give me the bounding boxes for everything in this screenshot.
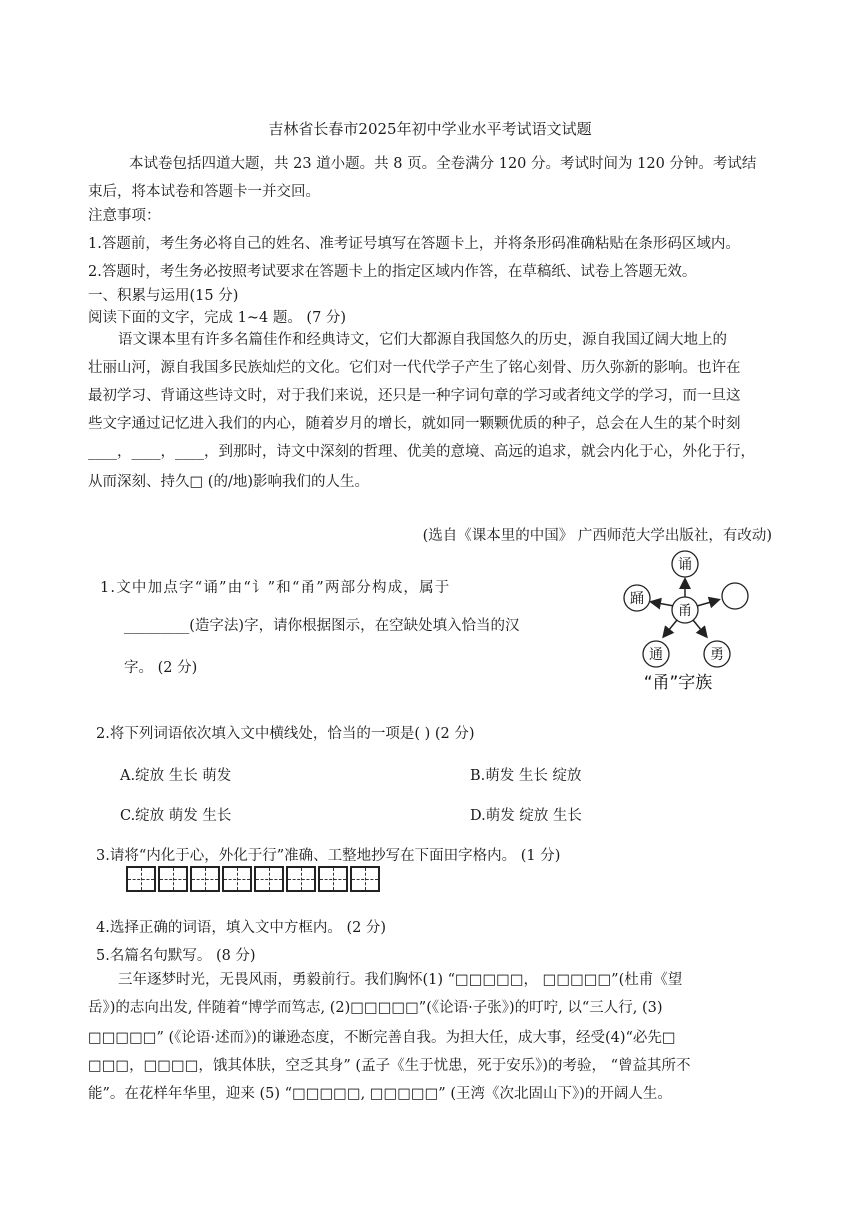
passage-line: ____，____，____，到那时，诗文中深刻的哲理、优美的意境、高远的追求，就会内化于心，外化于行， <box>88 444 755 460</box>
diagram-caption: “甬”字族 <box>643 673 713 693</box>
q5-line: □□□，□□□□，饿其体肤，空乏其身” (孟子《生于忧患，死于安乐》)的考验， “曾益其所不 <box>88 1058 691 1074</box>
notes-item-2: 2.答题时，考生务必按照考试要求在答题卡上的指定区域内作答，在草稿纸、试卷上答题无效。 <box>88 264 697 280</box>
passage-line: 从而深刻、持久□ (的/地)影响我们的人生。 <box>88 474 370 490</box>
notes-item-1: 1.答题前，考生务必将自己的姓名、准考证号填写在答题卡上，并将条形码准确粘贴在条形码区域内。 <box>88 236 740 252</box>
q5-line: □□□□□” (《论语·述而》)的谦逊态度，不断完善自我。为担大任，成大事，经受(4)“必先□ <box>88 1030 676 1046</box>
notes-heading: 注意事项： <box>88 208 161 224</box>
intro-line-2: 束后，将本试卷和答题卡一并交回。 <box>88 184 320 200</box>
q5-line: 能”。在花样年华里，迎来 (5) “□□□□□, □□□□□” (王湾《次北固山下》)的开阔人生。 <box>88 1086 672 1102</box>
tianzige-cell[interactable] <box>286 866 316 892</box>
q4-stem: 4.选择正确的词语，填入文中方框内。 (2 分) <box>96 920 387 936</box>
q1-line-1: 1.文中加点字“诵”由“讠”和“甬”两部分构成，属于 <box>100 580 451 596</box>
diagram-char-bottom-right: 勇 <box>710 647 724 663</box>
passage-line: 些文字通过记忆进入我们的内心，随着岁月的增长，就如同一颗颗优质的种子，总会在人生的某个时刻 <box>88 416 741 432</box>
intro-line-1: 本试卷包括四道大题，共 23 道小题。共 8 页。全卷满分 120 分。考试时间为 120 分钟。考试结 <box>129 156 757 172</box>
q3-stem: 3.请将“内化于心，外化于行”准确、工整地抄写在下面田字格内。 (1 分) <box>96 848 561 864</box>
q2-option-d: D.萌发 绽放 生长 <box>470 808 582 824</box>
diagram-char-bottom-left: 通 <box>649 647 663 663</box>
q5-line: 三年逐梦时光，无畏风雨，勇毅前行。我们胸怀(1) “□□□□□， □□□□□”(杜甫《望 <box>118 972 683 988</box>
q2-stem: 2.将下列词语依次填入文中横线处，恰当的一项是( ) (2 分) <box>96 726 475 742</box>
exam-title: 吉林省长春市2025年初中学业水平考试语文试题 <box>268 120 592 138</box>
q2-option-a: A.绽放 生长 萌发 <box>120 768 232 784</box>
diagram-char-center: 甬 <box>678 603 692 619</box>
tianzige-cell[interactable] <box>190 866 220 892</box>
tianzige-cell[interactable] <box>126 866 156 892</box>
tianzige-cell[interactable] <box>222 866 252 892</box>
diagram-char-top: 诵 <box>678 557 692 573</box>
q1-line-3: 字。 (2 分) <box>124 660 198 676</box>
passage-line: 最初学习、背诵这些诗文时，对于我们来说，还只是一种字词句章的学习或者纯文学的学习，而一旦这 <box>88 388 741 404</box>
section-instruction: 阅读下面的文字，完成 1~4 题。 (7 分) <box>88 310 347 326</box>
q5-line: 岳》)的志向出发, 伴随着“博学而笃志, (2)□□□□□”(《论语·子张》)的叮咛, 以“三人行, (3) <box>88 1000 663 1016</box>
passage-line: 语文课本里有许多名篇佳作和经典诗文，它们大都源自我国悠久的历史，源自我国辽阔大地上的 <box>118 332 727 348</box>
tianzige-cell[interactable] <box>158 866 188 892</box>
passage-source: (选自《课本里的中国》 广西师范大学出版社，有改动) <box>422 528 772 544</box>
q2-option-c: C.绽放 萌发 生长 <box>120 808 232 824</box>
diagram-node-right-blank <box>722 583 748 609</box>
passage-line: 壮丽山河，源自我国多民族灿烂的文化。它们对一代代学子产生了铭心刻骨、历久弥新的影响。也许在 <box>88 360 741 376</box>
q2-option-b: B.萌发 生长 绽放 <box>470 768 582 784</box>
q5-stem: 5.名篇名句默写。 (8 分) <box>96 948 256 964</box>
tianzige-writing-grid[interactable] <box>126 866 380 892</box>
tianzige-cell[interactable] <box>350 866 380 892</box>
q1-line-2: _________(造字法)字，请你根据图示，在空缺处填入恰当的汉 <box>124 618 520 634</box>
tianzige-cell[interactable] <box>254 866 284 892</box>
yong-character-family-diagram <box>612 544 762 694</box>
section-heading: 一、积累与运用(15 分) <box>88 288 239 304</box>
diagram-char-left: 踊 <box>630 591 644 607</box>
tianzige-cell[interactable] <box>318 866 348 892</box>
